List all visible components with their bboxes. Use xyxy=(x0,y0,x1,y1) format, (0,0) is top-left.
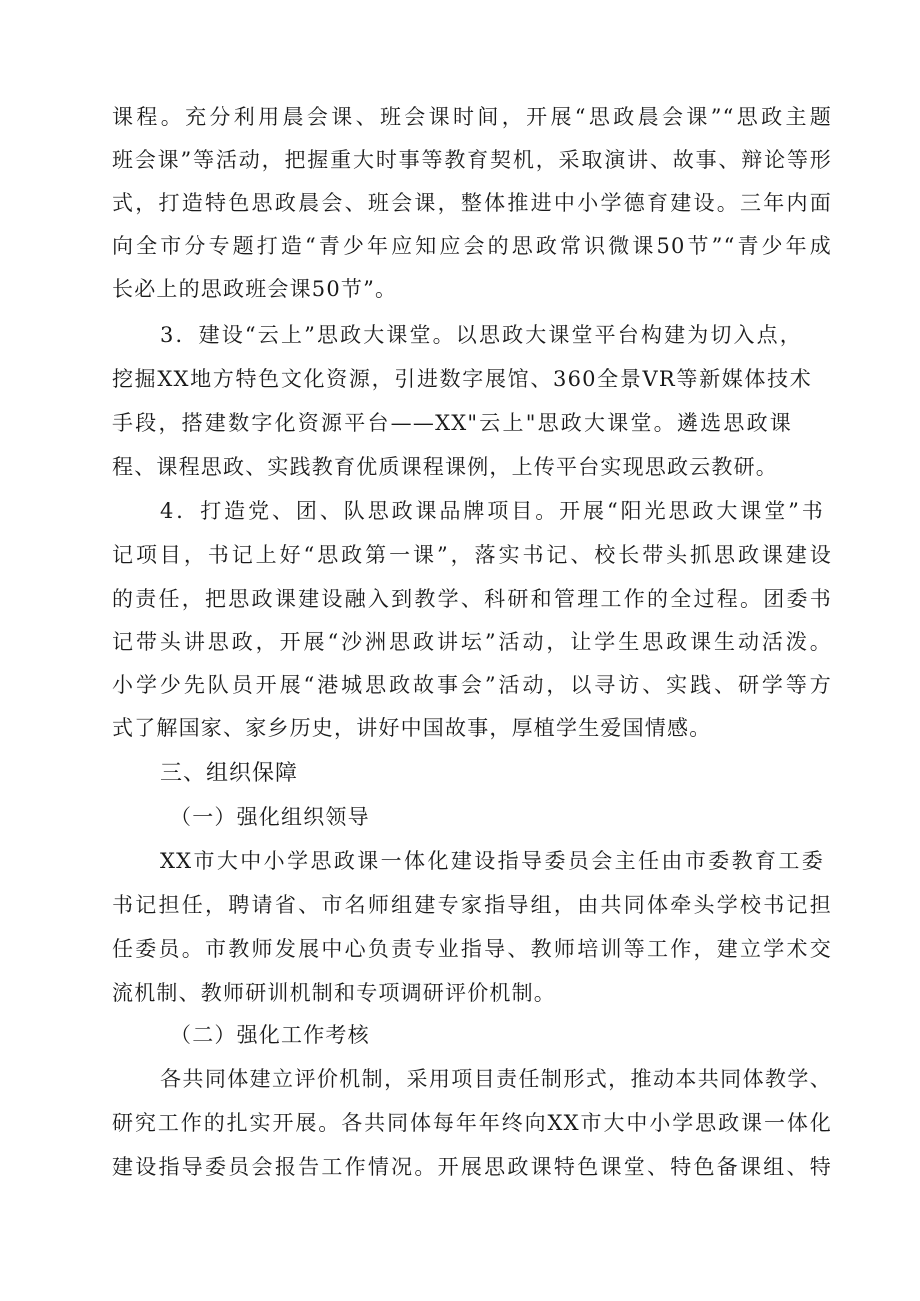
paragraph-line: 流机制、教师研训机制和专项调研评价机制。 xyxy=(112,981,556,1005)
paragraph-line: 挖掘XX地方特色文化资源，引进数字展馆、360全景VR等新媒体技术 xyxy=(112,367,812,391)
subsection-heading: （一）强化组织领导 xyxy=(170,805,370,829)
paragraph-line: XX市大中小学思政课一体化建设指导委员会主任由市委教育工委 xyxy=(160,849,824,873)
paragraph-line: 式，打造特色思政晨会、班会课，整体推进中小学德育建设。三年内面 xyxy=(112,191,832,215)
paragraph-line: 4．打造党、团、队思政课品牌项目。开展“阳光思政大课堂”书 xyxy=(160,499,824,523)
paragraph-line: 课程。充分利用晨会课、班会课时间，开展“思政晨会课”“思政主题 xyxy=(112,105,832,129)
paragraph-line: 程、课程思政、实践教育优质课程课例，上传平台实现思政云教研。 xyxy=(112,455,778,479)
paragraph-line: 研究工作的扎实开展。各共同体每年年终向XX市大中小学思政课一体化 xyxy=(112,1111,832,1135)
paragraph-line: 班会课”等活动，把握重大时事等教育契机，采取演讲、故事、辩论等形 xyxy=(112,148,832,172)
paragraph-line: 记带头讲思政，开展“沙洲思政讲坛”活动，让学生思政课生动活泼。 xyxy=(112,630,832,654)
section-heading: 三、组织保障 xyxy=(160,761,299,786)
paragraph-line: 长必上的思政班会课50节”。 xyxy=(112,277,398,301)
paragraph-line: 的责任，把思政课建设融入到教学、科研和管理工作的全过程。团委书 xyxy=(112,587,832,611)
paragraph-line: 小学少先队员开展“港城思政故事会”活动，以寻访、实践、研学等方 xyxy=(112,673,832,697)
paragraph-line: 各共同体建立评价机制，采用项目责任制形式，推动本共同体教学、 xyxy=(160,1067,832,1091)
subsection-heading: （二）强化工作考核 xyxy=(170,1023,370,1047)
paragraph-line: 手段，搭建数字化资源平台——XX"云上"思政大课堂。遴选思政课 xyxy=(112,411,792,435)
paragraph-line: 建设指导委员会报告工作情况。开展思政课特色课堂、特色备课组、特 xyxy=(112,1155,832,1179)
paragraph-line: 记项目，书记上好“思政第一课”，落实书记、校长带头抓思政课建设 xyxy=(112,543,832,567)
paragraph-line: 3．建设“云上”思政大课堂。以思政大课堂平台构建为切入点， xyxy=(160,323,802,347)
paragraph-line: 向全市分专题打造“青少年应知应会的思政常识微课50节”“青少年成 xyxy=(112,234,832,258)
paragraph-line: 书记担任，聘请省、市名师组建专家指导组，由共同体牵头学校书记担 xyxy=(112,893,832,917)
paragraph-line: 式了解国家、家乡历史，讲好中国故事，厚植学生爱国情感。 xyxy=(112,716,712,740)
paragraph-line: 任委员。市教师发展中心负责专业指导、教师培训等工作，建立学术交 xyxy=(112,937,832,961)
